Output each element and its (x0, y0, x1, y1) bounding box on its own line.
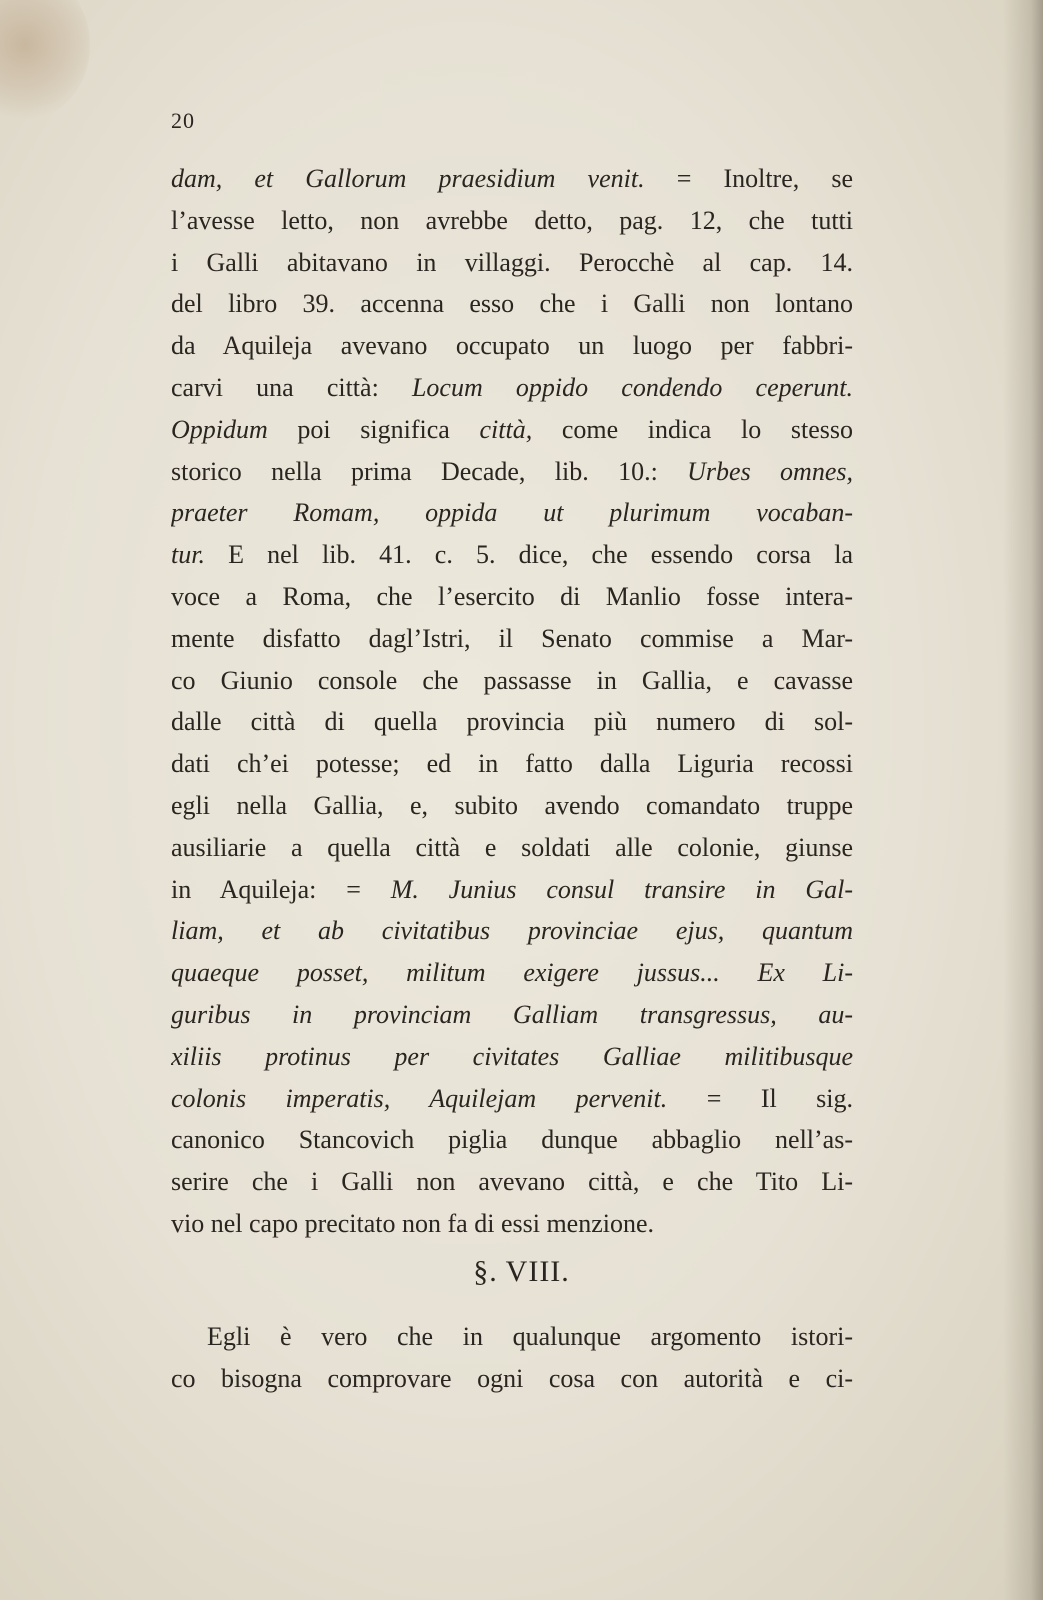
text-line (171, 910, 853, 952)
roman-text: = Inoltre, se (644, 164, 853, 193)
text-line (171, 158, 853, 200)
roman-text: da Aquileja avevano occupato un luogo per fabbri- (171, 331, 853, 361)
text-line (171, 1203, 853, 1245)
page-edge-shadow (1003, 0, 1043, 1600)
text-line (171, 367, 853, 409)
roman-text: dalle città di quella provincia più numero di sol- (171, 707, 853, 737)
age-stain (0, 0, 90, 120)
roman-text: E nel lib. 41. c. 5. dice, che essendo corsa la (204, 540, 853, 570)
text-line (171, 1078, 853, 1120)
text-line (171, 409, 853, 451)
roman-text: co Giunio console che passasse in Gallia, e cavasse (171, 665, 853, 695)
italic-text: quaeque posset, militum exigere jussus... Ex Li- (171, 958, 853, 988)
text-line (171, 869, 853, 911)
roman-text: l’avesse letto, non avrebbe detto, pag. 12, che tutti (171, 205, 853, 235)
text-line (171, 618, 853, 660)
roman-text: poi significa (267, 414, 480, 444)
text-line (171, 492, 853, 534)
italic-text: praeter Romam, oppida ut plurimum vocaban- (171, 498, 853, 528)
italic-text: tur. (171, 540, 205, 570)
roman-text: = Il sig. (667, 1083, 853, 1113)
italic-text: dam, et Gallorum praesidium venit. (171, 164, 645, 193)
text-line (171, 660, 853, 702)
roman-text: come indica lo stesso (532, 414, 853, 444)
roman-text: vio nel capo precitato non fa di essi menzione. (171, 1208, 655, 1238)
text-line (171, 283, 853, 325)
text-line (171, 242, 853, 284)
roman-text: canonico Stancovich piglia dunque abbaglio nell’as- (171, 1125, 853, 1155)
roman-text: carvi una città: (171, 372, 412, 402)
italic-text: colonis imperatis, Aquilejam pervenit. (171, 1083, 668, 1113)
text-line (171, 325, 853, 367)
roman-text: serire che i Galli non avevano città, e che Tito Li- (171, 1167, 853, 1197)
roman-text: storico nella prima Decade, lib. 10.: (171, 456, 688, 486)
text-line (171, 952, 853, 994)
italic-text: xiliis protinus per civitates Galliae militibusque (171, 1041, 853, 1071)
italic-text: città, (479, 414, 533, 444)
italic-text: M. Junius consul transire in Gal- (390, 874, 853, 904)
text-line (171, 451, 853, 493)
page-number: 20 (171, 108, 195, 133)
italic-text: Oppidum (171, 414, 268, 444)
text-line (171, 576, 853, 618)
text-line: co bisogna comprovare ogni cosa con autorità e ci- (171, 1363, 853, 1393)
roman-text: ausiliarie a quella città e soldati alle colonie, giunse (171, 832, 853, 862)
paragraph-1 (171, 158, 853, 1245)
italic-text: Urbes omnes, (687, 456, 853, 486)
text-line (171, 701, 853, 743)
text-line (171, 1036, 853, 1078)
roman-text: voce a Roma, che l’esercito di Manlio fosse intera- (171, 581, 853, 611)
text-line (171, 827, 853, 869)
roman-text: in Aquileja: = (171, 874, 391, 904)
roman-text: del libro 39. accenna esso che i Galli non lontano (171, 289, 853, 319)
text-line (171, 200, 853, 242)
text-line (171, 743, 853, 785)
roman-text: i Galli abitavano in villaggi. Perocchè al cap. 14. (171, 247, 853, 277)
text-line: Egli è vero che in qualunque argomento istori- (207, 1322, 853, 1351)
text-line (171, 1119, 853, 1161)
text-line (171, 994, 853, 1036)
italic-text: Locum oppido condendo ceperunt. (411, 372, 853, 402)
text-line (171, 785, 853, 827)
italic-text: guribus in provinciam Galliam transgressus, au- (171, 999, 853, 1029)
italic-text: liam, et ab civitatibus provinciae ejus, quantum (171, 916, 853, 946)
paragraph-2 (171, 1316, 853, 1400)
text-line (171, 534, 853, 576)
roman-text: dati ch’ei potesse; ed in fatto dalla Liguria recossi (171, 749, 853, 779)
section-heading: §. VIII. (473, 1255, 570, 1288)
roman-text: egli nella Gallia, e, subito avendo comandato truppe (171, 790, 853, 820)
text-line (171, 1161, 853, 1203)
roman-text: mente disfatto dagl’Istri, il Senato commise a Mar- (171, 623, 853, 653)
